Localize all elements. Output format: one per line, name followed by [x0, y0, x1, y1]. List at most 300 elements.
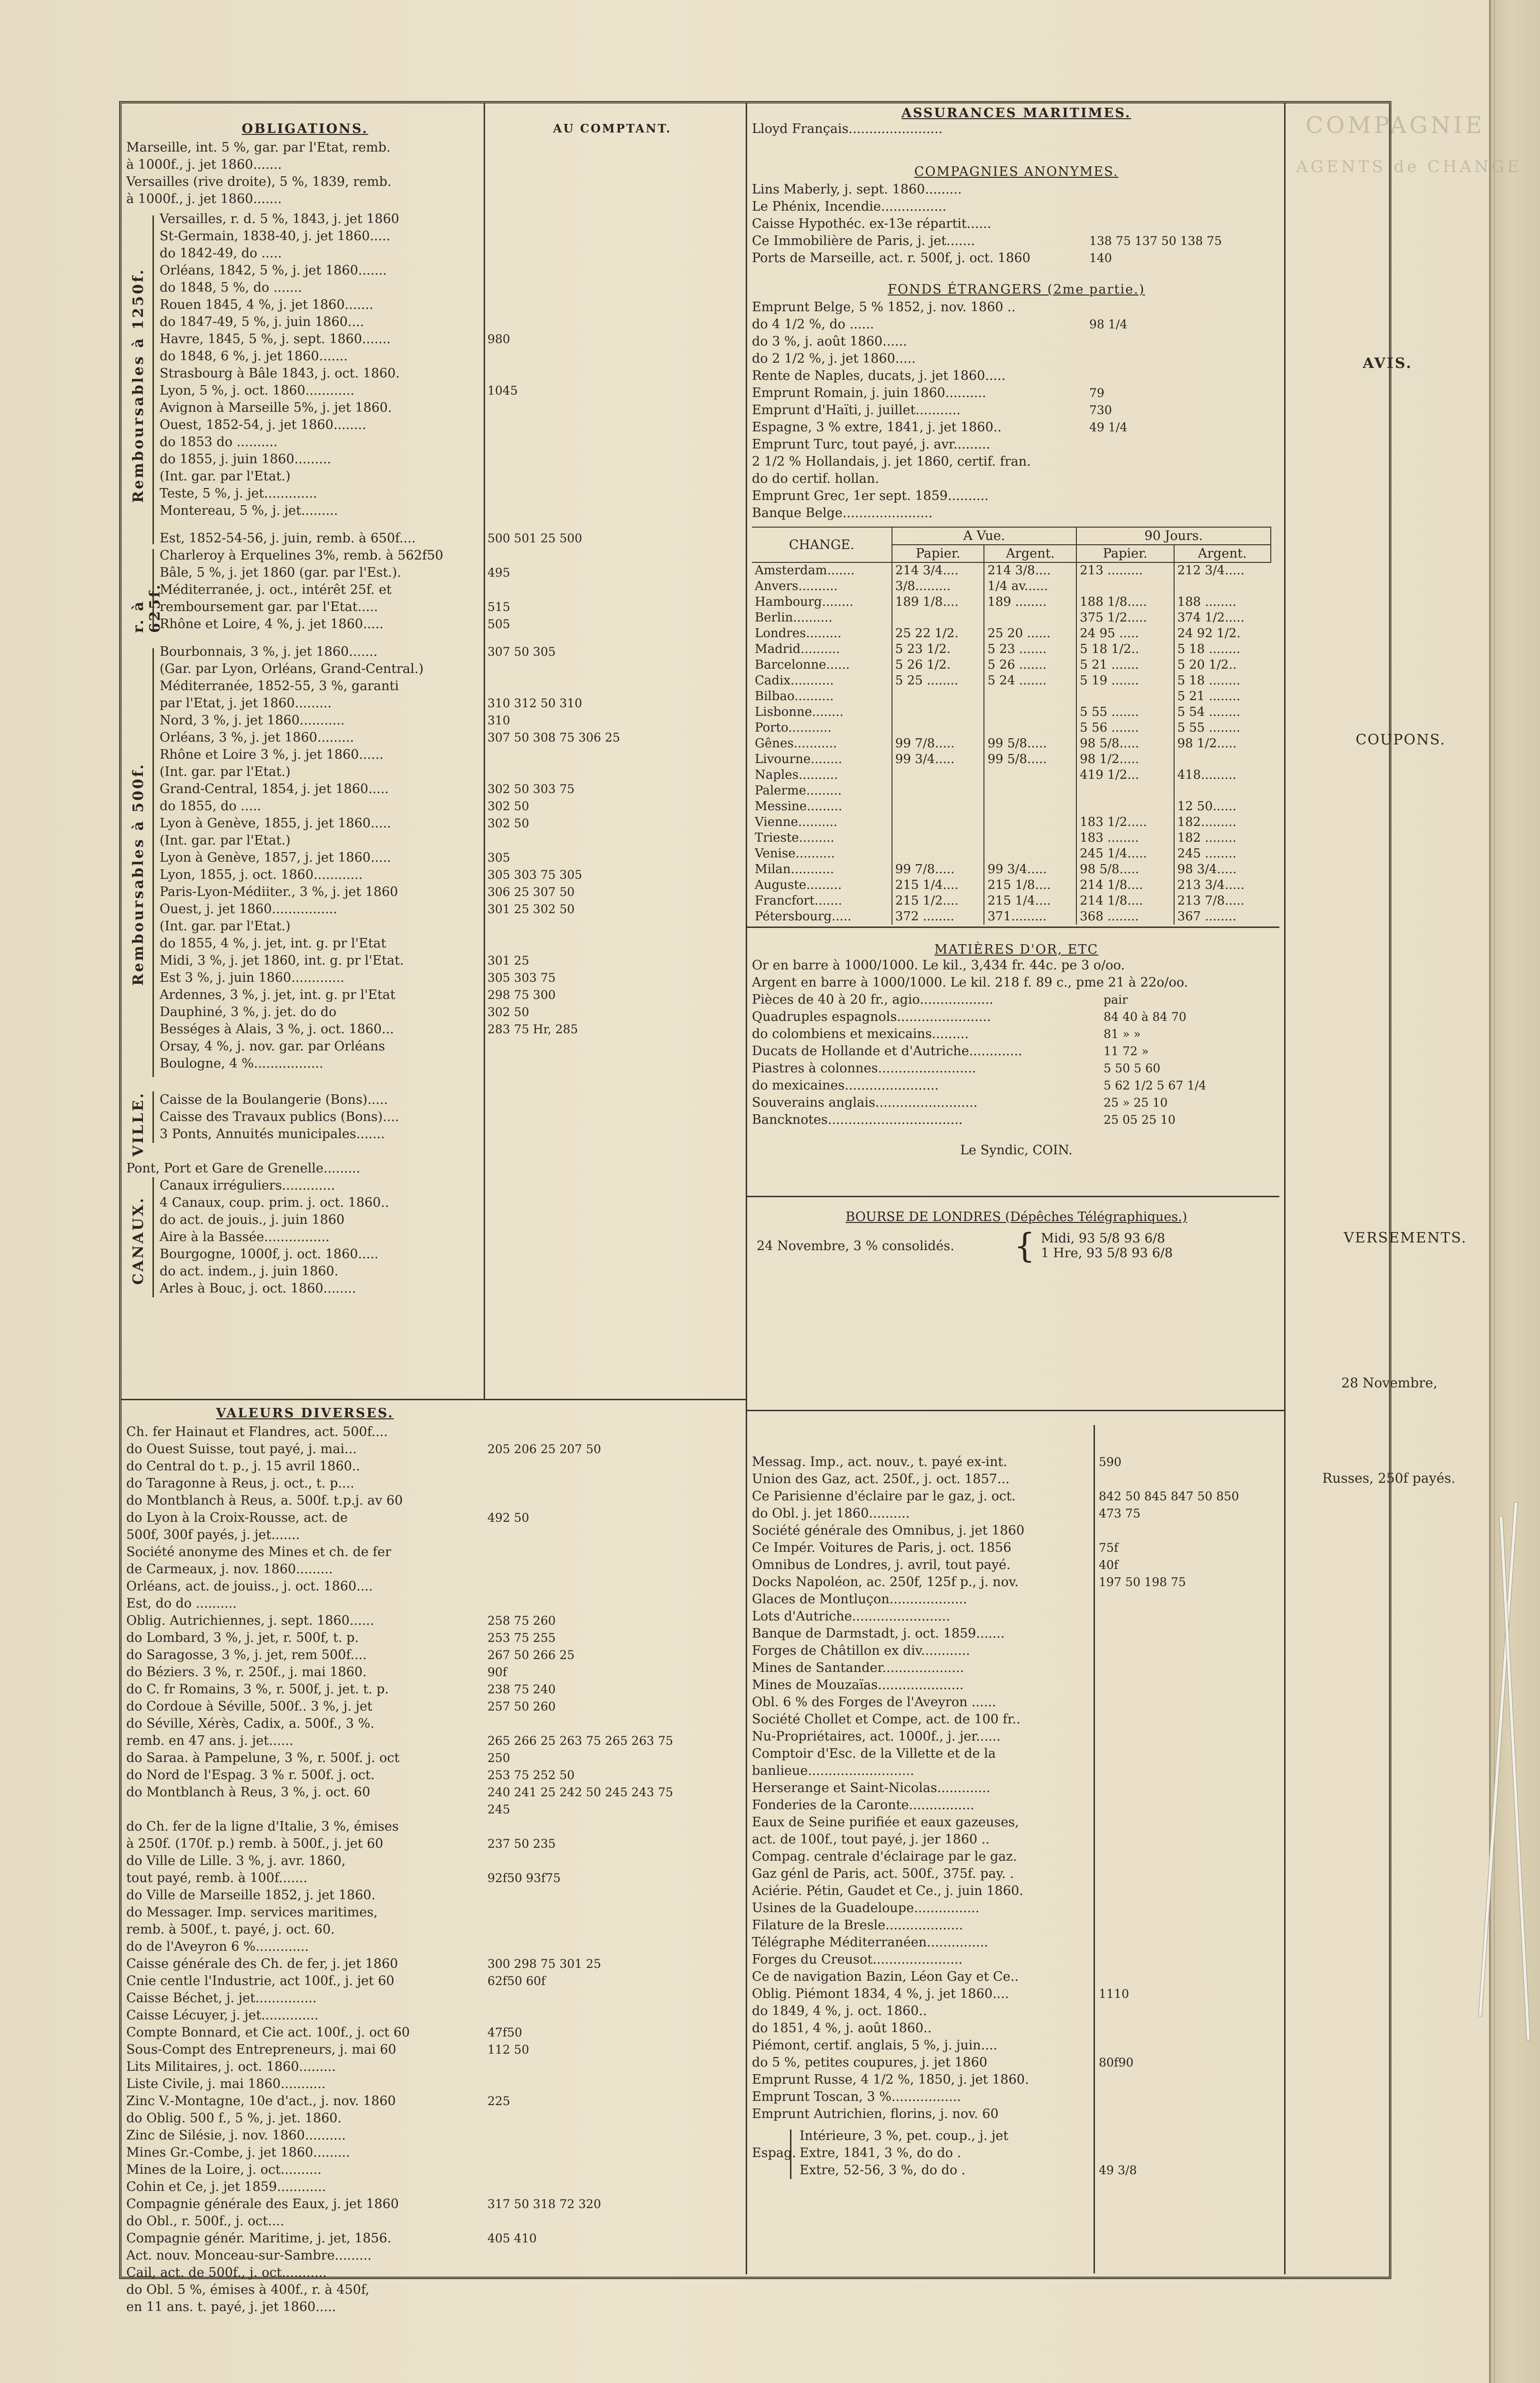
- row-value: [479, 581, 487, 599]
- row-label: Usines de la Guadeloupe................: [752, 1901, 980, 1915]
- row-label: remb. à 500f., t. payé, j. oct. 60.: [126, 1922, 335, 1937]
- row-label: Montereau, 5 %, j. jet.........: [160, 503, 338, 518]
- row-label: do Saraa. à Pampelune, 3 %, r. 500f. j. oct: [126, 1751, 400, 1765]
- row-value: [1090, 1471, 1099, 1488]
- change-cell: [1174, 783, 1271, 799]
- row-label: Méditerranée, j. oct., intérêt 25f. et: [160, 582, 392, 597]
- table-row: [752, 1848, 1281, 1865]
- row-label: Caisse des Travaux publics (Bons)....: [160, 1110, 399, 1124]
- row-label: Paris-Lyon-Médiiter., 3 %, j. jet 1860: [160, 885, 398, 899]
- table-row: [126, 1973, 741, 1990]
- change-city: Naples..........: [755, 768, 838, 782]
- row-value: [479, 678, 487, 695]
- change-cell: 5 19 .......: [1076, 673, 1174, 689]
- fonds-rows: [752, 299, 1281, 522]
- row-value: 317 50 318 72 320: [487, 2197, 601, 2211]
- row-value: [479, 2161, 487, 2179]
- row-label: Eaux de Seine purifiée et eaux gazeuses,: [752, 1815, 1019, 1830]
- change-cell: 367 ........: [1174, 909, 1271, 925]
- table-row: [160, 599, 741, 616]
- row-value: [479, 1887, 487, 1904]
- divider-change: [747, 927, 1279, 928]
- row-value: [479, 1263, 487, 1280]
- group-bracket: [152, 549, 154, 630]
- row-value: [479, 262, 487, 279]
- table-row: [126, 2161, 741, 2179]
- change-cell: 215 1/4....: [892, 877, 984, 893]
- change-cell: 99 7/8.....: [892, 736, 984, 752]
- row-value: 237 50 235: [487, 1837, 556, 1851]
- change-cell: 182.........: [1174, 815, 1271, 830]
- pont-row: [126, 1160, 741, 1177]
- change-cell: 99 5/8.....: [984, 736, 1076, 752]
- row-value: 250: [487, 1751, 510, 1765]
- row-value: [1090, 1625, 1099, 1642]
- table-row: [752, 846, 1271, 862]
- row-label: Nu-Propriétaires, act. 1000f., j. jer......: [752, 1729, 1001, 1744]
- group-bracket: [790, 2129, 791, 2179]
- table-row: [160, 1246, 741, 1263]
- table-row: [126, 1955, 741, 1973]
- row-value: [1090, 2037, 1099, 2054]
- row-value: [479, 2110, 487, 2127]
- table-row: [752, 2106, 1281, 2123]
- row-value: 84 40 à 84 70: [1104, 1010, 1186, 1024]
- change-cell: [984, 767, 1076, 783]
- row-label: do Lombard, 3 %, j. jet, r. 500f, t. p.: [126, 1630, 359, 1645]
- row-label: à 250f. (170f. p.) remb. à 500f., j. jet 60: [126, 1836, 384, 1851]
- row-label: Bâle, 5 %, j. jet 1860 (gar. par l'Est.).: [160, 565, 401, 580]
- row-value: 300 298 75 301 25: [487, 1957, 601, 1971]
- table-row: [752, 830, 1271, 846]
- table-row: [752, 1608, 1281, 1625]
- row-value: [1081, 505, 1089, 522]
- change-cell: 5 18 ........: [1174, 673, 1271, 689]
- row-label: Union des Gaz, act. 250f., j. oct. 1857...: [752, 1472, 1010, 1487]
- change-cell: 3/8.........: [892, 579, 984, 594]
- row-value: [1090, 2106, 1099, 2123]
- row-value: [479, 1475, 487, 1492]
- table-row: [752, 767, 1271, 783]
- change-cell: 5 20 1/2..: [1174, 657, 1271, 673]
- table-row: [160, 262, 741, 279]
- row-label: Argent en barre à 1000/1000. Le kil. 218 f. 89 c., pme 21 à 22o/oo.: [752, 975, 1188, 990]
- row-value: [1081, 367, 1089, 385]
- row-label: Ducats de Hollande et d'Autriche.............: [752, 1044, 1023, 1059]
- row-label: tout payé, remb. à 100f.......: [126, 1871, 307, 1885]
- row-value: [479, 279, 487, 296]
- change-cell: 98 3/4.....: [1174, 862, 1271, 877]
- row-label: Emprunt Romain, j. juin 1860..........: [752, 386, 986, 400]
- table-row: [752, 2054, 1281, 2071]
- change-cell: [892, 720, 984, 736]
- row-label: (Int. gar. par l'Etat.): [160, 919, 291, 934]
- change-cell: 24 95 .....: [1076, 626, 1174, 642]
- row-label: Marseille, int. 5 %, gar. par l'Etat, remb.: [126, 140, 391, 155]
- row-label: Cnie centle l'Industrie, act 100f., j. jet 60: [126, 1974, 395, 1988]
- change-city: Berlin..........: [755, 611, 832, 625]
- table-row: [752, 657, 1271, 673]
- row-value: [479, 502, 487, 519]
- table-row: [160, 884, 741, 901]
- table-row: [160, 1109, 741, 1126]
- table-row: [752, 720, 1271, 736]
- change-cell: 25 20 ......: [984, 626, 1076, 642]
- change-cell: [1076, 689, 1174, 704]
- group-625-tag: r. à 625f.: [130, 583, 163, 633]
- table-row: [126, 1784, 741, 1801]
- au-comptant-header: AU COMPTANT.: [553, 122, 672, 135]
- row-value: 245: [487, 1803, 510, 1816]
- table-row: [160, 764, 741, 781]
- change-cell: 188 ........: [1174, 594, 1271, 610]
- change-cell: [892, 846, 984, 862]
- row-value: [479, 2058, 487, 2076]
- side-date: 28 Novembre,: [1341, 1375, 1438, 1391]
- row-label: Ouest, 1852-54, j. jet 1860........: [160, 418, 366, 432]
- change-cell: 418.........: [1174, 767, 1271, 783]
- row-label: Compagnie génér. Maritime, j. jet, 1856.: [126, 2231, 392, 2246]
- row-value: [479, 468, 487, 485]
- row-value: 302 50: [487, 816, 529, 830]
- table-row: [752, 909, 1271, 925]
- row-label: do Saragosse, 3 %, j. jet, rem 500f....: [126, 1648, 367, 1662]
- table-row: [800, 2128, 1281, 2145]
- argent-header: Argent.: [1174, 545, 1271, 562]
- row-label: do 4 1/2 %, do ......: [752, 317, 874, 332]
- row-value: 730: [1089, 403, 1112, 417]
- row-label: Oblig. Autrichiennes, j. sept. 1860......: [126, 1613, 375, 1628]
- row-value: 92f50 93f75: [487, 1871, 561, 1885]
- side-russes: Russes, 250f payés.: [1322, 1470, 1456, 1486]
- row-label: Espagne, 3 % extre, 1841, j. jet 1860..: [752, 420, 1002, 435]
- change-cell: 183 ........: [1076, 830, 1174, 846]
- row-value: [479, 2247, 487, 2264]
- change-cell: 214 3/4....: [892, 562, 984, 579]
- row-label: Caisse Hypothéc. ex-13e répartit......: [752, 216, 992, 231]
- row-value: [479, 2213, 487, 2230]
- row-value: [1090, 1848, 1099, 1865]
- row-label: Mines de Mouzaïas.....................: [752, 1678, 964, 1692]
- change-cell: 5 26 1/2.: [892, 657, 984, 673]
- row-value: [479, 1527, 487, 1544]
- table-row: [126, 2281, 741, 2299]
- row-value: [479, 764, 487, 781]
- londres-header: BOURSE DE LONDRES (Dépêches Télégraphiques.): [845, 1210, 1187, 1224]
- row-value: [479, 156, 487, 173]
- table-row: [126, 1544, 741, 1561]
- change-city: Palerme.........: [755, 784, 842, 798]
- row-value: [1090, 1797, 1099, 1814]
- table-row: [752, 799, 1271, 815]
- table-row: [160, 314, 741, 331]
- row-value: [479, 1126, 487, 1143]
- group-625: [126, 530, 741, 633]
- change-cell: 371.........: [984, 909, 1076, 925]
- table-row: [752, 333, 1281, 350]
- row-label: Ardennes, 3 %, j. jet, int. g. pr l'Etat: [160, 988, 395, 1002]
- table-row: [160, 502, 741, 519]
- row-value: 283 75 Hr, 285: [487, 1022, 578, 1036]
- row-label: do act. de jouis., j. juin 1860: [160, 1212, 345, 1227]
- table-row: [160, 1004, 741, 1021]
- table-row: [126, 1921, 741, 1938]
- londres-1h: 1 Hre, 93 5/8 93 6/8: [1041, 1246, 1173, 1261]
- row-label: Forges du Creusot......................: [752, 1952, 963, 1967]
- table-row: [126, 1750, 741, 1767]
- change-city: Lisbonne........: [755, 705, 844, 719]
- table-row: [160, 616, 741, 633]
- table-row: [126, 2196, 741, 2213]
- row-value: [1090, 1677, 1099, 1694]
- row-label: do Taragonne à Reus, j. oct., t. p....: [126, 1476, 355, 1491]
- row-label: do act. indem., j. juin 1860.: [160, 1264, 339, 1279]
- row-value: [479, 365, 487, 382]
- change-city: Livourne........: [755, 752, 842, 766]
- divider-side: [1284, 102, 1286, 2274]
- change-cell: 214 1/8....: [1076, 877, 1174, 893]
- group-canaux: [126, 1177, 741, 1297]
- row-label: Banque de Darmstadt, j. oct. 1859.......: [752, 1626, 1005, 1641]
- row-label: Rente de Naples, ducats, j. jet 1860.....: [752, 368, 1006, 383]
- group-1250-rows: [160, 211, 741, 519]
- table-row: [160, 746, 741, 764]
- row-value: [479, 2264, 487, 2281]
- row-value: 240 241 25 242 50 245 243 75: [487, 1785, 673, 1799]
- table-row: [126, 139, 741, 156]
- row-value: [479, 228, 487, 245]
- row-value: 81 » »: [1104, 1027, 1141, 1041]
- change-cell: 245 1/4.....: [1076, 846, 1174, 862]
- row-label: Emprunt Toscan, 3 %.................: [752, 2089, 961, 2104]
- change-cell: 189 1/8....: [892, 594, 984, 610]
- row-label: do Nord de l'Espag. 3 % r. 500f. j. oct.: [126, 1768, 375, 1782]
- row-label: Emprunt Russe, 4 1/2 %, 1850, j. jet 1860.: [752, 2072, 1029, 2087]
- row-label: Cohin et Ce, j. jet 1859............: [126, 2179, 326, 2194]
- row-value: [1090, 1968, 1099, 1986]
- table-row: [126, 1578, 741, 1595]
- table-row: [126, 1835, 741, 1853]
- change-cell: 99 7/8.....: [892, 862, 984, 877]
- change-cell: 5 54 ........: [1174, 704, 1271, 720]
- table-row: [160, 1212, 741, 1229]
- change-cell: 372 ........: [892, 909, 984, 925]
- row-value: 11 72 »: [1104, 1044, 1149, 1058]
- divider-divers: [747, 1410, 1284, 1411]
- row-label: Forges de Châtillon ex div............: [752, 1643, 970, 1658]
- change-cell: 99 5/8.....: [984, 752, 1076, 767]
- table-row: [752, 1060, 1281, 1077]
- change-cell: 213 .........: [1076, 562, 1174, 579]
- table-row: [752, 1797, 1281, 1814]
- table-row: [752, 1780, 1281, 1797]
- row-value: [479, 2127, 487, 2144]
- row-value: [1090, 1711, 1099, 1728]
- row-label: do 1855, 4 %, j. jet, int. g. pr l'Etat: [160, 936, 386, 951]
- row-label: do Séville, Xérès, Cadix, a. 500f., 3 %.: [126, 1716, 375, 1731]
- row-value: [479, 2281, 487, 2299]
- row-value: 310: [487, 713, 510, 727]
- table-row: [126, 2144, 741, 2161]
- table-row: [160, 1194, 741, 1212]
- row-value: [1095, 957, 1104, 974]
- change-cell: [984, 783, 1076, 799]
- row-label: Quadruples espagnols.......................: [752, 1009, 991, 1024]
- row-label: Aire à la Bassée................: [160, 1230, 330, 1244]
- row-label: Emprunt Autrichien, florins, j. nov. 60: [752, 2107, 999, 2121]
- row-value: [479, 1424, 487, 1441]
- table-row: [126, 1647, 741, 1664]
- table-row: [126, 1612, 741, 1629]
- row-label: Bourgogne, 1000f, j. oct. 1860.....: [160, 1247, 379, 1262]
- change-table-wrap: [752, 527, 1281, 925]
- row-label: do 1848, 5 %, do .......: [160, 280, 302, 295]
- change-city: Barcelonne......: [755, 658, 850, 672]
- table-row: [752, 752, 1271, 767]
- row-value: [1090, 1917, 1099, 1934]
- group-1250: [126, 211, 741, 519]
- table-row: [752, 626, 1271, 642]
- versements-heading: VERSEMENTS.: [1344, 1230, 1467, 1246]
- table-row: [752, 215, 1281, 233]
- ghost-print-left-edge: COMPAGNIE: [1306, 112, 1485, 139]
- row-value: 197 50 198 75: [1099, 1575, 1186, 1589]
- row-label: Comptoir d'Esc. de la Villette et de la: [752, 1746, 996, 1761]
- row-value: 492 50: [487, 1511, 529, 1525]
- table-row: [752, 470, 1281, 488]
- row-label: remb. en 47 ans. j. jet......: [126, 1733, 294, 1748]
- row-value: 257 50 260: [487, 1700, 556, 1713]
- table-row: [752, 1077, 1281, 1094]
- row-label: Piastres à colonnes........................: [752, 1061, 976, 1076]
- row-value: [1090, 2020, 1099, 2037]
- lloyd-row: [752, 121, 1281, 138]
- row-label: do Ch. fer de la ligne d'Italie, 3 %, émises: [126, 1819, 399, 1834]
- divider-valeurs: [121, 1399, 746, 1400]
- row-value: [479, 832, 487, 849]
- row-label: Mines Gr.-Combe, j. jet 1860.........: [126, 2145, 350, 2160]
- row-label: Strasbourg à Bâle 1843, j. oct. 1860.: [160, 366, 400, 381]
- row-value: [479, 1177, 487, 1194]
- table-row: [160, 798, 741, 815]
- row-value: 505: [487, 617, 510, 631]
- table-row: [752, 1539, 1281, 1557]
- table-row: [126, 1818, 741, 1835]
- change-cell: 368 ........: [1076, 909, 1174, 925]
- table-row: [752, 488, 1281, 505]
- row-value: 310 312 50 310: [487, 696, 582, 710]
- row-label: Sous-Compt des Entrepreneurs, j. mai 60: [126, 2042, 396, 2057]
- obligations-header: OBLIGATIONS.: [242, 122, 368, 136]
- row-label: Avignon à Marseille 5%, j. jet 1860.: [160, 400, 392, 415]
- ghost-print-left-edge: AGENTS de CHANGE: [1296, 157, 1522, 176]
- row-value: [1090, 1608, 1099, 1625]
- change-city: Madrid..........: [755, 642, 840, 656]
- table-row: [752, 1505, 1281, 1522]
- group-ville-tag: VILLE.: [130, 1091, 147, 1157]
- change-cell: 419 1/2...: [1076, 767, 1174, 783]
- row-label: Herserange et Saint-Nicolas.............: [752, 1781, 991, 1795]
- row-label: do mexicaines.......................: [752, 1078, 939, 1093]
- table-row: [160, 564, 741, 581]
- change-cell: 183 1/2.....: [1076, 815, 1174, 830]
- spine-strip: [1494, 0, 1538, 2383]
- top-rows: [126, 139, 741, 208]
- row-label: Méditerranée, 1852-55, 3 %, garanti: [160, 679, 399, 693]
- table-row: [160, 661, 741, 678]
- row-label: Souverains anglais.........................: [752, 1095, 978, 1110]
- table-row: [752, 1968, 1281, 1986]
- row-label: Liste Civile, j. mai 1860...........: [126, 2077, 326, 2091]
- table-row: [752, 1831, 1281, 1848]
- table-row: [160, 279, 741, 296]
- table-row: [126, 1990, 741, 2007]
- table-row: [160, 832, 741, 849]
- table-row: [126, 1492, 741, 1509]
- londres-brace: {: [1014, 1226, 1035, 1265]
- table-row: [752, 562, 1271, 579]
- row-label: Oblig. Piémont 1834, 4 %, j. jet 1860....: [752, 1986, 1009, 2001]
- table-row: [752, 1574, 1281, 1591]
- table-row: [126, 2213, 741, 2230]
- row-label: Ce Parisienne d'éclaire par le gaz, j. oct.: [752, 1489, 1016, 1504]
- table-row: [126, 1681, 741, 1698]
- change-cell: 5 25 ........: [892, 673, 984, 689]
- espag-rows: [800, 2128, 1281, 2179]
- table-row: [752, 893, 1271, 909]
- table-row: [752, 1900, 1281, 1917]
- change-cell: 98 1/2.....: [1076, 752, 1174, 767]
- londres-midi: Midi, 93 5/8 93 6/8: [1041, 1231, 1165, 1246]
- row-label: Grand-Central, 1854, j. jet 1860.....: [160, 782, 389, 796]
- table-row: [752, 957, 1281, 974]
- table-row: [160, 348, 741, 365]
- row-value: [479, 2007, 487, 2024]
- table-row: [126, 1887, 741, 1904]
- change-cell: [892, 815, 984, 830]
- table-row: [126, 1595, 741, 1612]
- row-value: [1090, 1745, 1099, 1762]
- table-row: [752, 2020, 1281, 2037]
- table-row: [126, 2264, 741, 2281]
- table-row: [160, 678, 741, 695]
- row-label: Ce Immobilière de Paris, j. jet.......: [752, 234, 975, 248]
- table-row: [752, 1094, 1281, 1111]
- change-cell: [1076, 579, 1174, 594]
- assurances-header: ASSURANCES MARITIMES.: [902, 106, 1131, 121]
- table-row: [160, 382, 741, 399]
- row-value: 302 50: [487, 799, 529, 813]
- row-value: [479, 245, 487, 262]
- table-row: [160, 1280, 741, 1297]
- table-row: [126, 1509, 741, 1527]
- change-cell: 24 92 1/2.: [1174, 626, 1271, 642]
- change-cell: 98 5/8.....: [1076, 736, 1174, 752]
- change-cell: 99 3/4.....: [984, 862, 1076, 877]
- pont-label: Pont, Port et Gare de Grenelle.........: [126, 1161, 361, 1176]
- row-value: [479, 314, 487, 331]
- table-row: [752, 1934, 1281, 1951]
- table-row: [752, 1677, 1281, 1694]
- group-bracket: [152, 1177, 154, 1297]
- row-label: Zinc V.-Montagne, 10e d'act., j. nov. 1860: [126, 2094, 396, 2108]
- row-label: Havre, 1845, 5 %, j. sept. 1860.......: [160, 332, 391, 346]
- table-row: [160, 849, 741, 866]
- row-value: [479, 547, 487, 564]
- table-row: [752, 1557, 1281, 1574]
- change-cell: 5 24 .......: [984, 673, 1076, 689]
- row-label: do colombiens et mexicains.........: [752, 1027, 969, 1041]
